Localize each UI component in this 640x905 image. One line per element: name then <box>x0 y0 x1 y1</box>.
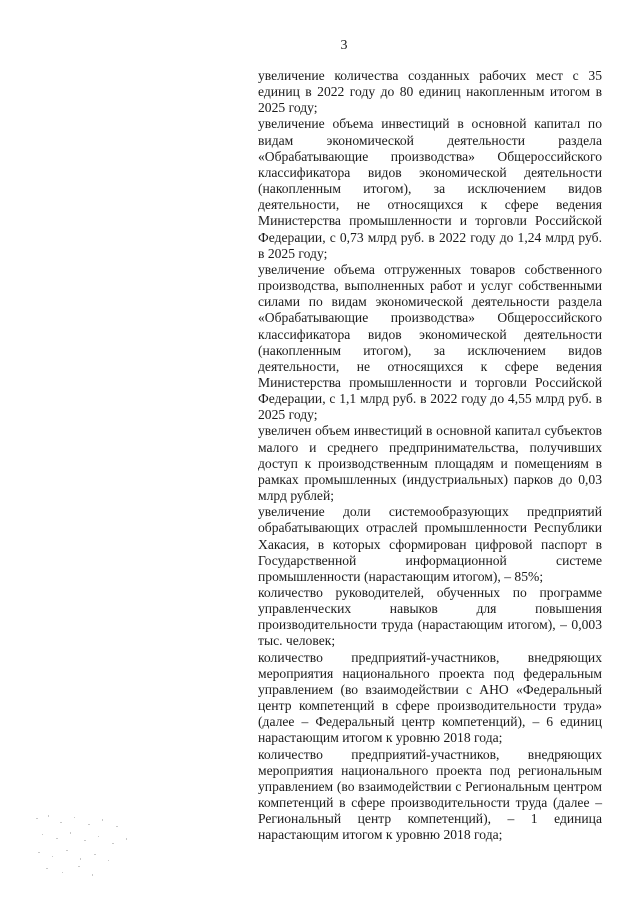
page-number: 3 <box>340 38 348 53</box>
paragraph-manufacturing-investment: увеличение объема инвестиций в основной капитал по видам экономической деятельности раздела «Обрабатывающие производства» Общероссийского классификатора видов экономической деятельности (накопленным итогом), за исключением видов деятельности, не относящихся к сфере ведения Министерства промышленности и торговли Российской Федерации, с 0,73 млрд руб. в 2022 году до 1,24 млрд руб. в 2025 году; <box>258 116 602 261</box>
paragraph-sme-investment: увеличен объем инвестиций в основной капитал субъектов малого и среднего предпринимательства, получивших доступ к производственным площадям и помещениям в рамках промышленных (индустриальных) парков до 0,03 млрд рублей; <box>258 423 602 504</box>
paragraph-managers-trained: количество руководителей, обученных по программе управленческих навыков для повышения производительности труда (нарастающим итогом), – 0,003 тыс. человек; <box>258 585 602 649</box>
paragraph-shipped-goods-volume: увеличение объема отгруженных товаров собственного производства, выполненных работ и услуг собственными силами по видам экономической деятельности раздела «Обрабатывающие производства» Общероссийского классификатора видов экономической деятельности (накопленным итогом), за исключением видов деятельности, не относящихся к сфере ведения Министерства промышленности и торговли Российской Федерации, с 1,1 млрд руб. в 2022 году до 4,55 млрд руб. в 2025 году; <box>258 261 602 423</box>
paragraph-digital-passport-share: увеличение доли системообразующих предприятий обрабатывающих отраслей промышленности Республики Хакасия, в которых сформирован цифровой паспорт в Государственной информационной системе промышленности (нарастающим итогом), – 85%; <box>258 504 602 584</box>
paragraph-jobs-created: увеличение количества созданных рабочих мест с 35 единиц в 2022 году до 80 единиц накопленным итогом в 2025 году; <box>258 68 602 116</box>
document-body <box>258 68 602 844</box>
scan-artifact-noise <box>30 810 140 880</box>
paragraph-federal-participants: количество предприятий-участников, внедряющих мероприятия национального проекта под федеральным управлением (во взаимодействии с АНО «Федеральный центр компетенций в сфере производительности труда» (далее – Федеральный центр компетенций), – 6 единиц нарастающим итогом к уровню 2018 года; <box>258 649 602 746</box>
paragraph-regional-participants: количество предприятий-участников, внедряющих мероприятия национального проекта под региональным управлением (во взаимодействии с Региональным центром компетенций в сфере производительности труда (далее – Региональный центр компетенций), – 1 единица нарастающим итогом к уровню 2018 года; <box>258 746 602 843</box>
